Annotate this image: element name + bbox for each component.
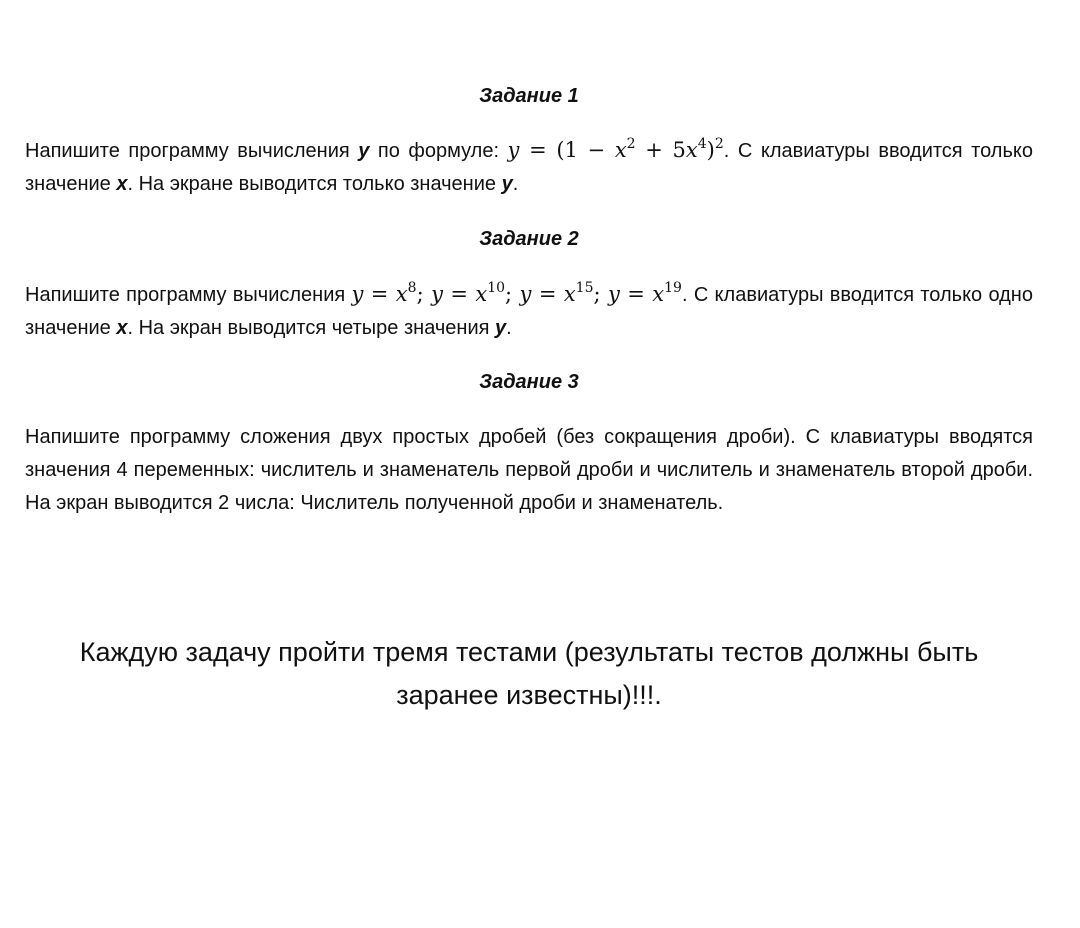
task-2-text-after-formula: . С клавиатуры вводится только одно значение <box>25 284 1033 339</box>
task-1-formula-x2: x <box>685 138 698 162</box>
task-2-title: Задание 2 <box>479 228 579 250</box>
task-1-formula-eq: = (1 − <box>519 138 615 162</box>
task-2-formula-x: x <box>475 282 488 306</box>
task-2-formula-exp: 15 <box>575 280 594 296</box>
task-1-text-middle: . На экране выводится только значение <box>127 173 502 195</box>
task-2-formula-lhs: y <box>351 282 364 306</box>
task-2-formula-eq: = <box>619 282 653 306</box>
task-3-text: Напишите программу сложения двух простых дробей (без сокращения дроби). С клавиатуры вводятся значения 4 переменных: числитель и знаменатель первой дроби и числитель и знаменатель второй дроби. На экран выводится 2 числа: Числитель полученной дроби и знаменатель. <box>25 426 1033 514</box>
task-2-formula-exp: 19 <box>664 280 682 296</box>
task-1-formula-plus: + 5 <box>635 138 686 162</box>
task-1-formula-lhs: y <box>507 138 520 162</box>
task-2-formula-sep: ; <box>593 282 608 306</box>
task-2-formula-eq: = <box>442 282 476 306</box>
footer-note-line-1: Каждую задачу пройти тремя тестами (результаты тестов должны быть <box>79 637 979 667</box>
task-2-formula-exp: 10 <box>487 280 506 296</box>
task-2-formula-lhs: y <box>608 282 620 306</box>
task-1-var-x: x <box>116 173 128 195</box>
task-1-title: Задание 1 <box>479 85 579 107</box>
task-2-formula-eq: = <box>363 282 396 306</box>
task-2-formula-lhs: y <box>431 282 443 306</box>
task-1-formula-exp1: 2 <box>626 136 636 152</box>
task-2-text <box>25 278 1033 345</box>
task-2-var-x: x <box>116 317 128 339</box>
task-2-formula-sep: ; <box>505 282 520 306</box>
task-1-text-before-formula: по формуле: <box>369 140 508 162</box>
task-1-formula-exp2: 4 <box>697 136 707 152</box>
task-1-formula <box>508 138 724 162</box>
task-2-formula-lhs: y <box>519 282 532 306</box>
task-1-formula-close: ) <box>706 138 715 162</box>
task-2-formula-eq: = <box>531 282 564 306</box>
task-3-title: Задание 3 <box>479 371 579 393</box>
task-2-text-before: Напишите программу вычисления <box>25 284 352 306</box>
task-2-text-middle: . На экран выводится четыре значения <box>127 317 496 339</box>
task-2-formula-x: x <box>395 282 408 306</box>
footer-note-line-2: заранее известны)!!!. <box>396 680 662 710</box>
task-2-var-y: y <box>495 317 507 339</box>
task-2-formula-exp: 8 <box>407 280 417 296</box>
task-1-text-end: . <box>512 173 519 195</box>
task-1-text-after-formula: . С клавиатуры вводится только значение <box>25 140 1033 195</box>
task-2-formula-sep: ; <box>416 282 432 306</box>
task-2-formula <box>352 282 682 306</box>
task-2-text-end: . <box>506 317 512 339</box>
task-2-formula-x: x <box>652 282 665 306</box>
task-1-text <box>25 134 1033 201</box>
task-1-var-y: y <box>358 140 370 162</box>
task-1-formula-exp3: 2 <box>714 136 724 152</box>
task-1-formula-x1: x <box>614 138 627 162</box>
task-1-text-before-y: Напишите программу вычисления <box>25 140 359 162</box>
task-2-formula-x: x <box>563 282 576 306</box>
task-1-var-y2: y <box>501 173 513 195</box>
